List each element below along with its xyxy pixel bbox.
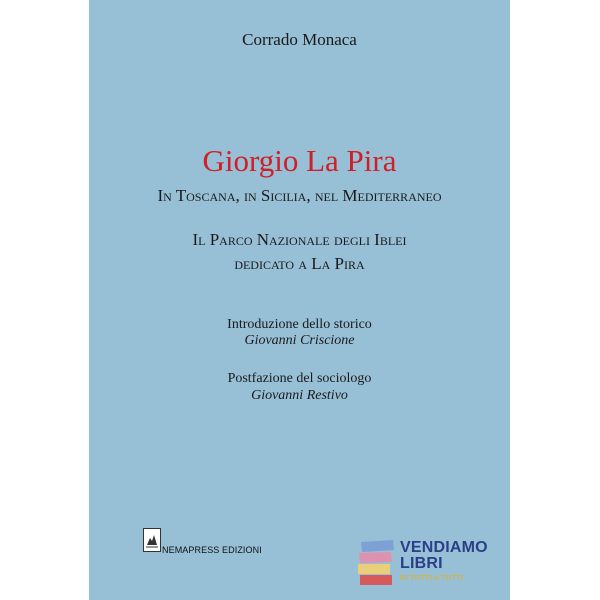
book-subtitle: In Toscana, in Sicilia, nel Mediterraneo	[157, 186, 442, 205]
publisher-name: NEMAPRESS EDIZIONI	[162, 545, 262, 555]
watermark-line2: LIBRI	[400, 555, 443, 572]
book-title: Giorgio La Pira	[202, 143, 397, 178]
postface-label: Postfazione del sociologo	[227, 371, 372, 386]
watermark-line1: VENDIAMO	[400, 539, 488, 556]
watermark-tagline: DI TUTTI A TUTTI	[400, 575, 464, 582]
books-stack-icon	[357, 540, 397, 586]
book-cover	[89, 0, 510, 600]
postface-author: Giovanni Restivo	[251, 388, 348, 403]
watermark-logo	[400, 540, 488, 572]
introduction-label: Introduzione dello storico	[227, 317, 372, 332]
author-name: Corrado Monaca	[242, 30, 357, 49]
secondary-subtitle-line1: Il Parco Nazionale degli Iblei	[192, 230, 407, 249]
publisher-logo-icon	[143, 528, 161, 552]
secondary-subtitle-line2: dedicato a La Pira	[234, 254, 365, 273]
introduction-author: Giovanni Criscione	[244, 333, 355, 348]
